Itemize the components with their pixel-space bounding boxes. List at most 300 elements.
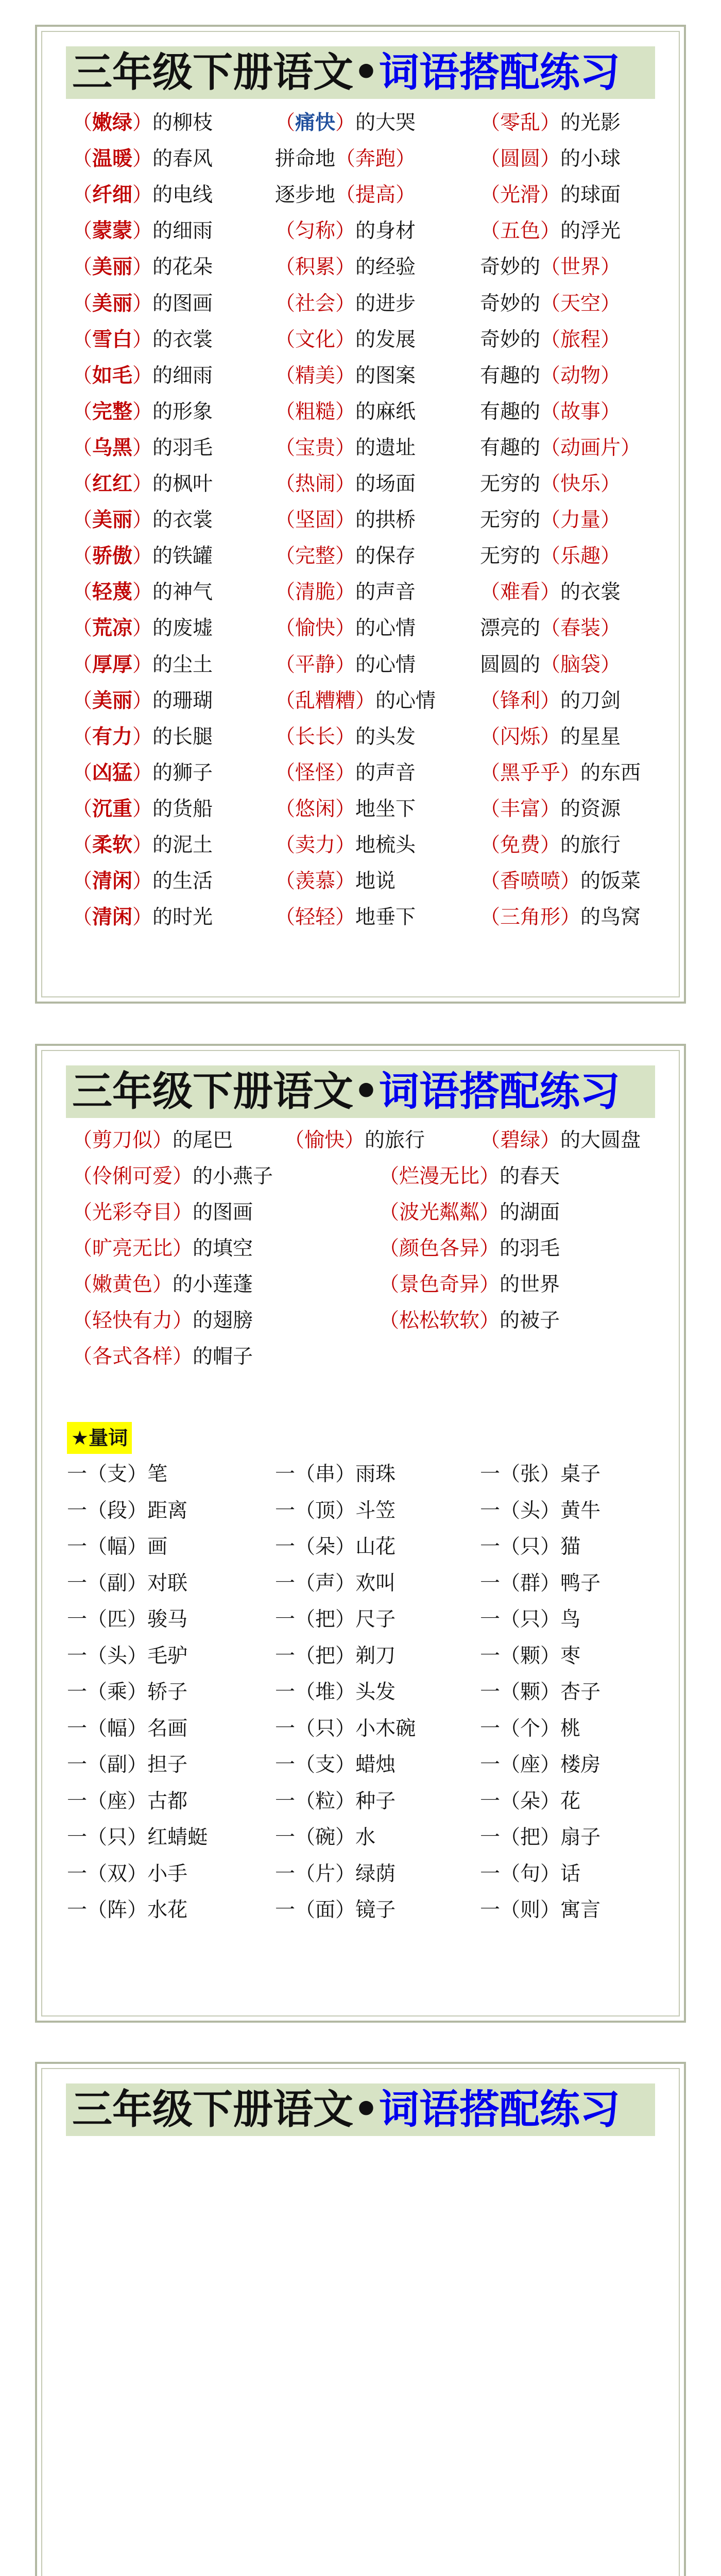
close-paren: ） — [540, 1644, 561, 1668]
phrase-row — [37, 1566, 684, 1601]
phrase-keyword: 怪怪 — [295, 761, 336, 785]
phrase-cell — [275, 178, 416, 213]
close-paren: ） — [335, 1463, 356, 1486]
open-paren: （ — [295, 1717, 316, 1740]
close-paren: ） — [335, 761, 356, 785]
open-paren: （ — [295, 1826, 316, 1849]
close-paren: ） — [540, 1899, 561, 1922]
phrase-keyword: 骄傲 — [92, 545, 133, 568]
phrase-keyword: 如毛 — [92, 364, 133, 387]
close-paren: ） — [540, 219, 561, 243]
phrase-row — [37, 1231, 684, 1266]
open-paren: （ — [540, 256, 561, 279]
phrase-cell — [480, 1748, 600, 1783]
phrase-keyword: 光彩夺目 — [92, 1201, 173, 1224]
phrase-keyword: 社会 — [295, 292, 336, 315]
open-paren: （ — [275, 689, 296, 713]
phrase-cell — [480, 359, 621, 394]
close-paren: ） — [335, 653, 356, 676]
phrase-cell — [72, 1303, 253, 1338]
phrase-suffix: 的鸟窝 — [580, 906, 641, 929]
phrase-cell — [275, 900, 416, 935]
phrase-cell — [72, 864, 213, 899]
measure-word: 群 — [520, 1571, 541, 1595]
open-paren: （ — [500, 1535, 521, 1558]
phrase-suffix: 的电线 — [152, 183, 213, 207]
close-paren: ） — [132, 400, 153, 423]
phrase-row — [37, 1195, 684, 1230]
title-sub: 词语搭配练习 — [379, 1069, 620, 1115]
measure-noun: 欢叫 — [355, 1571, 396, 1595]
phrase-row — [37, 250, 684, 285]
open-paren: （ — [500, 1463, 521, 1486]
measure-number: 一 — [67, 1717, 88, 1740]
close-paren: ） — [540, 147, 561, 171]
close-paren: ） — [152, 1273, 173, 1296]
phrase-keyword: 免费 — [500, 834, 541, 857]
close-paren: ） — [335, 725, 356, 749]
close-paren: ） — [173, 1201, 193, 1224]
phrase-suffix: 的世界 — [500, 1273, 560, 1296]
phrase-keyword: 厚厚 — [92, 653, 133, 676]
phrase-suffix: 的身材 — [355, 219, 416, 243]
phrase-keyword: 快乐 — [560, 472, 601, 496]
phrase-cell — [480, 864, 641, 899]
phrase-keyword: 三角形 — [500, 906, 561, 929]
open-paren: （ — [480, 1129, 501, 1152]
phrase-keyword: 清闲 — [92, 870, 133, 893]
title-dot: • — [353, 2087, 379, 2133]
phrase-cell — [480, 575, 621, 610]
phrase-row — [37, 431, 684, 466]
close-paren: ） — [540, 1571, 561, 1595]
measure-noun: 骏马 — [147, 1608, 188, 1631]
close-paren: ） — [335, 581, 356, 604]
phrase-keyword: 故事 — [560, 400, 601, 423]
phrase-keyword: 轻蔑 — [92, 581, 133, 604]
worksheet-page-3 — [35, 2062, 686, 2576]
open-paren: （ — [275, 509, 296, 532]
close-paren: ） — [335, 1608, 356, 1631]
open-paren: （ — [275, 472, 296, 496]
phrase-keyword: 美丽 — [92, 689, 133, 713]
open-paren: （ — [295, 1463, 316, 1486]
phrase-cell — [480, 250, 621, 285]
phrase-keyword: 五色 — [500, 219, 541, 243]
phrase-suffix: 的春风 — [152, 147, 213, 171]
phrase-cell — [275, 1639, 396, 1674]
open-paren: （ — [379, 1273, 400, 1296]
measure-number: 一 — [480, 1681, 501, 1704]
open-paren: （ — [295, 1899, 316, 1922]
phrase-suffix: 的尾巴 — [173, 1129, 233, 1152]
phrase-cell — [480, 1711, 580, 1747]
open-paren: （ — [480, 834, 501, 857]
phrase-cell — [480, 1457, 600, 1492]
open-paren: （ — [480, 581, 501, 604]
phrase-cell — [480, 467, 621, 502]
phrase-row — [37, 1639, 684, 1674]
worksheet-page-2 — [35, 1044, 686, 2023]
open-paren: （ — [500, 1608, 521, 1631]
close-paren: ） — [396, 183, 416, 207]
open-paren: （ — [295, 1535, 316, 1558]
phrase-cell — [480, 395, 621, 430]
phrase-row — [37, 611, 684, 646]
phrase-cell — [72, 1267, 253, 1302]
phrase-suffix: 的麻纸 — [355, 400, 416, 423]
phrase-keyword: 愉快 — [304, 1129, 345, 1152]
phrase-cell — [275, 1748, 396, 1783]
page-title — [66, 1065, 655, 1118]
phrase-keyword: 伶俐可爱 — [92, 1165, 173, 1188]
phrase-cell — [275, 684, 436, 719]
phrase-row — [37, 900, 684, 935]
phrase-suffix: 的浮光 — [560, 219, 621, 243]
close-paren: ） — [127, 1789, 148, 1813]
phrase-keyword: 美丽 — [92, 292, 133, 315]
phrase-row — [37, 467, 684, 502]
close-paren: ） — [600, 653, 621, 676]
phrase-cell — [480, 323, 621, 358]
phrase-keyword: 美丽 — [92, 509, 133, 532]
phrase-cell — [275, 1494, 396, 1529]
measure-word: 面 — [315, 1899, 336, 1922]
phrase-cell — [480, 503, 621, 538]
phrase-cell — [67, 1494, 187, 1529]
open-paren: （ — [275, 797, 296, 821]
open-paren: （ — [72, 1237, 93, 1260]
measure-number: 一 — [67, 1499, 88, 1522]
phrase-suffix: 的衣裳 — [560, 581, 621, 604]
phrase-keyword: 平静 — [295, 653, 336, 676]
phrase-suffix: 的心情 — [355, 617, 416, 640]
measure-noun: 楼房 — [560, 1753, 601, 1776]
phrase-row — [37, 539, 684, 574]
phrase-keyword: 嫩黄色 — [92, 1273, 153, 1296]
open-paren: （ — [500, 1717, 521, 1740]
measure-word: 段 — [107, 1499, 128, 1522]
open-paren: （ — [540, 292, 561, 315]
phrase-row — [37, 575, 684, 610]
close-paren: ） — [335, 1862, 356, 1886]
open-paren: （ — [275, 292, 296, 315]
measure-number: 一 — [67, 1753, 88, 1776]
close-paren: ） — [540, 834, 561, 857]
close-paren: ） — [600, 292, 621, 315]
phrase-cell — [480, 828, 621, 863]
measure-word: 声 — [315, 1571, 336, 1595]
phrase-row — [37, 214, 684, 249]
phrase-keyword: 轻轻 — [295, 906, 336, 929]
phrase-row — [37, 756, 684, 791]
phrase-keyword: 烂漫无比 — [399, 1165, 480, 1188]
close-paren: ） — [173, 1309, 193, 1332]
close-paren: ） — [132, 834, 153, 857]
open-paren: （ — [480, 797, 501, 821]
phrase-cell — [275, 1820, 375, 1855]
phrase-row — [37, 359, 684, 394]
measure-word: 只 — [315, 1717, 336, 1740]
phrase-cell — [275, 720, 416, 755]
phrase-cell — [67, 1784, 187, 1819]
close-paren: ） — [127, 1463, 148, 1486]
measure-number: 一 — [480, 1463, 501, 1486]
phrase-suffix: 的羽毛 — [500, 1237, 560, 1260]
phrase-keyword: 乐趣 — [560, 545, 601, 568]
phrase-keyword: 卖力 — [295, 834, 336, 857]
measure-number: 一 — [275, 1899, 296, 1922]
phrase-keyword: 香喷喷 — [500, 870, 561, 893]
phrase-cell — [480, 1602, 580, 1637]
measure-word: 串 — [315, 1463, 336, 1486]
phrase-prefix: 有趣的 — [480, 364, 541, 387]
phrase-row — [37, 1857, 684, 1892]
measure-number: 一 — [480, 1499, 501, 1522]
close-paren: ） — [173, 1345, 193, 1368]
close-paren: ） — [600, 328, 621, 351]
open-paren: （ — [500, 1644, 521, 1668]
open-paren: （ — [379, 1237, 400, 1260]
phrase-keyword: 沉重 — [92, 797, 133, 821]
phrase-cell — [72, 539, 213, 574]
measure-noun: 杏子 — [560, 1681, 601, 1704]
phrase-row — [37, 286, 684, 321]
measure-number: 一 — [480, 1717, 501, 1740]
close-paren: ） — [127, 1753, 148, 1776]
measure-number: 一 — [67, 1644, 88, 1668]
close-paren: ） — [600, 545, 621, 568]
phrase-keyword: 颜色各异 — [399, 1237, 480, 1260]
phrase-cell — [480, 539, 621, 574]
close-paren: ） — [132, 545, 153, 568]
measure-word: 支 — [315, 1753, 336, 1776]
measure-noun: 小手 — [147, 1862, 188, 1886]
phrase-keyword: 羡慕 — [295, 870, 336, 893]
close-paren: ） — [132, 364, 153, 387]
close-paren: ） — [132, 509, 153, 532]
measure-number: 一 — [67, 1789, 88, 1813]
open-paren: （ — [72, 1345, 93, 1368]
phrase-suffix: 的帽子 — [193, 1345, 253, 1368]
measure-number: 一 — [275, 1571, 296, 1595]
phrase-suffix: 的时光 — [152, 906, 213, 929]
measure-number: 一 — [275, 1717, 296, 1740]
phrase-cell — [379, 1303, 560, 1338]
phrase-cell — [72, 648, 213, 683]
close-paren: ） — [540, 1608, 561, 1631]
phrase-row — [37, 1893, 684, 1928]
phrase-suffix: 的货船 — [152, 797, 213, 821]
phrase-keyword: 脑袋 — [560, 653, 601, 676]
close-paren: ） — [335, 328, 356, 351]
open-paren: （ — [72, 1201, 93, 1224]
close-paren: ） — [345, 1129, 365, 1152]
phrase-keyword: 世界 — [560, 256, 601, 279]
measure-noun: 鸟 — [560, 1608, 581, 1631]
phrase-keyword: 光滑 — [500, 183, 541, 207]
phrase-cell — [67, 1530, 167, 1565]
close-paren: ） — [173, 1237, 193, 1260]
phrase-prefix: 奇妙的 — [480, 256, 541, 279]
open-paren: （ — [480, 725, 501, 749]
close-paren: ） — [335, 111, 356, 134]
measure-word: 颗 — [520, 1644, 541, 1668]
phrase-cell — [67, 1857, 187, 1892]
phrase-keyword: 温暖 — [92, 147, 133, 171]
open-paren: （ — [275, 545, 296, 568]
close-paren: ） — [540, 1753, 561, 1776]
phrase-suffix: 的废墟 — [152, 617, 213, 640]
phrase-keyword: 悠闲 — [295, 797, 336, 821]
open-paren: （ — [72, 400, 93, 423]
close-paren: ） — [132, 761, 153, 785]
phrase-cell — [67, 1675, 187, 1710]
page-title — [66, 2083, 655, 2136]
phrase-cell — [72, 467, 213, 502]
phrase-suffix: 的细雨 — [152, 219, 213, 243]
phrase-keyword: 碧绿 — [500, 1129, 541, 1152]
open-paren: （ — [87, 1571, 108, 1595]
phrase-row — [37, 1123, 684, 1158]
phrase-cell — [275, 467, 416, 502]
phrase-cell — [72, 1159, 273, 1194]
phrase-cell — [275, 539, 416, 574]
phrase-keyword: 乌黑 — [92, 436, 133, 460]
measure-noun: 绿荫 — [355, 1862, 396, 1886]
phrase-suffix: 的旅行 — [365, 1129, 425, 1152]
close-paren: ） — [540, 1463, 561, 1486]
phrase-suffix: 的发展 — [355, 328, 416, 351]
close-paren: ） — [335, 1753, 356, 1776]
close-paren: ） — [335, 1826, 356, 1849]
close-paren: ） — [132, 725, 153, 749]
close-paren: ） — [335, 834, 356, 857]
open-paren: （ — [275, 436, 296, 460]
phrase-keyword: 荒凉 — [92, 617, 133, 640]
close-paren: ） — [173, 1165, 193, 1188]
open-paren: （ — [72, 1273, 93, 1296]
close-paren: ） — [600, 400, 621, 423]
close-paren: ） — [479, 1273, 500, 1296]
phrase-cell — [72, 828, 213, 863]
phrase-suffix: 的小燕子 — [193, 1165, 273, 1188]
close-paren: ） — [127, 1826, 148, 1849]
measure-word: 头 — [520, 1499, 541, 1522]
phrase-suffix: 的花朵 — [152, 256, 213, 279]
measure-noun: 扇子 — [560, 1826, 601, 1849]
phrase-suffix: 的尘土 — [152, 653, 213, 676]
measure-word: 幅 — [107, 1535, 128, 1558]
phrase-cell — [480, 1893, 600, 1928]
phrase-keyword: 美丽 — [92, 256, 133, 279]
open-paren: （ — [500, 1899, 521, 1922]
open-paren: （ — [72, 1165, 93, 1188]
phrase-row — [37, 1784, 684, 1819]
measure-number: 一 — [275, 1862, 296, 1886]
phrase-cell — [72, 575, 213, 610]
phrase-suffix: 的场面 — [355, 472, 416, 496]
measure-number: 一 — [275, 1826, 296, 1849]
phrase-keyword: 轻快有力 — [92, 1309, 173, 1332]
measure-noun: 话 — [560, 1862, 581, 1886]
phrase-keyword: 锋利 — [500, 689, 541, 713]
open-paren: （ — [72, 1129, 93, 1152]
open-paren: （ — [87, 1899, 108, 1922]
measure-noun: 雨珠 — [355, 1463, 396, 1486]
phrase-cell — [379, 1231, 560, 1266]
measure-noun: 鸭子 — [560, 1571, 601, 1595]
title-sub: 词语搭配练习 — [379, 2087, 620, 2133]
phrase-cell — [72, 395, 213, 430]
close-paren: ） — [479, 1201, 500, 1224]
measure-word: 碗 — [315, 1826, 336, 1849]
phrase-cell — [480, 178, 621, 213]
phrase-row — [37, 1530, 684, 1565]
close-paren: ） — [127, 1535, 148, 1558]
phrase-row — [37, 828, 684, 863]
close-paren: ） — [540, 581, 561, 604]
phrase-suffix: 地梳头 — [355, 834, 416, 857]
phrase-cell — [275, 1566, 396, 1601]
phrase-keyword: 愉快 — [295, 617, 336, 640]
open-paren: （ — [72, 761, 93, 785]
phrase-keyword: 完整 — [295, 545, 336, 568]
phrase-row — [37, 1748, 684, 1783]
close-paren: ） — [335, 364, 356, 387]
close-paren: ） — [132, 219, 153, 243]
measure-noun: 水 — [355, 1826, 376, 1849]
phrase-suffix: 的铁罐 — [152, 545, 213, 568]
measure-noun: 猫 — [560, 1535, 581, 1558]
phrase-cell — [480, 900, 641, 935]
open-paren: （ — [72, 581, 93, 604]
phrase-keyword: 各式各样 — [92, 1345, 173, 1368]
phrase-prefix: 有趣的 — [480, 400, 541, 423]
measure-word: 头 — [107, 1644, 128, 1668]
open-paren: （ — [87, 1499, 108, 1522]
phrase-cell — [67, 1639, 187, 1674]
phrase-suffix: 的刀剑 — [560, 689, 621, 713]
phrase-suffix: 的饭菜 — [580, 870, 641, 893]
measure-noun: 头发 — [355, 1681, 396, 1704]
open-paren: （ — [72, 472, 93, 496]
close-paren: ） — [132, 256, 153, 279]
close-paren: ） — [540, 1681, 561, 1704]
close-paren: ） — [540, 1129, 561, 1152]
open-paren: （ — [72, 219, 93, 243]
open-paren: （ — [500, 1753, 521, 1776]
phrase-suffix: 的被子 — [500, 1309, 560, 1332]
measure-noun: 寓言 — [560, 1899, 601, 1922]
measure-words-heading: ★量词 — [67, 1422, 132, 1454]
close-paren: ） — [600, 256, 621, 279]
close-paren: ） — [335, 256, 356, 279]
measure-number: 一 — [67, 1463, 88, 1486]
phrase-cell — [480, 1820, 600, 1855]
open-paren: （ — [72, 328, 93, 351]
phrase-cell — [275, 214, 416, 249]
phrase-row — [37, 1711, 684, 1747]
measure-number: 一 — [480, 1862, 501, 1886]
close-paren: ） — [540, 797, 561, 821]
phrase-cell — [72, 323, 213, 358]
close-paren: ） — [600, 617, 621, 640]
phrase-suffix: 的图案 — [355, 364, 416, 387]
phrase-keyword: 有力 — [92, 725, 133, 749]
open-paren: （ — [87, 1608, 108, 1631]
open-paren: （ — [295, 1862, 316, 1886]
